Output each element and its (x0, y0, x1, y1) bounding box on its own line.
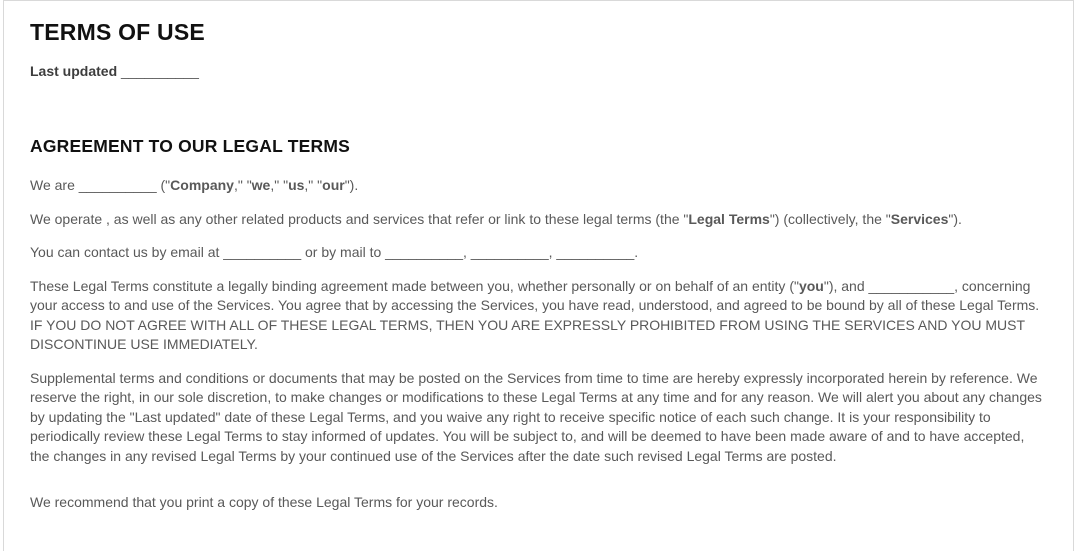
paragraph-contact (30, 243, 1046, 263)
section-heading-agreement: AGREEMENT TO OUR LEGAL TERMS (30, 136, 350, 156)
text-run: Supplemental terms and conditions or documents that may be posted on the Services from time to time are hereby expressly incorporated herein by reference. We reserve the right, in our sole discretion, to make changes or modifications to these Legal Terms at any time and for any reason. We will alert you about any changes by updating the "Last updated" date of these Legal Terms, and you waive any right to receive specific notice of each such change. It is your responsibility to periodically review these Legal Terms to stay informed of updates. You will be subject to, and will be deemed to have been made aware of and to have accepted, the changes in any revised Legal Terms by your continued use of the Services after the date such revised Legal Terms are posted. (30, 369, 1042, 464)
last-updated-line (30, 62, 1047, 80)
bold-term: Legal Terms (688, 210, 770, 227)
text-run: "). (948, 210, 962, 227)
paragraph-we-operate (30, 210, 1046, 230)
bold-term: Company (170, 177, 234, 193)
last-updated-blank: __________ (121, 63, 199, 79)
text-run: "). (344, 177, 359, 193)
paragraph-recommend (30, 493, 1046, 513)
paragraph-we-are (30, 176, 1046, 196)
text-run: ," " (304, 177, 323, 193)
document-sheet (3, 0, 1074, 551)
text-run: ") (collectively, the " (769, 210, 891, 227)
bold-term: us (288, 177, 305, 193)
paragraph-binding-agreement (30, 277, 1046, 355)
last-updated-label: Last updated (30, 63, 118, 79)
bold-term: Services (890, 210, 949, 227)
paragraph-supplemental (30, 369, 1046, 467)
text-run: We recommend that you print a copy of these Legal Terms for your records. (30, 494, 498, 510)
text-run: These Legal Terms constitute a legally binding agreement made between you, whether personally or on behalf of an entity (" (30, 277, 799, 294)
page-title: TERMS OF USE (30, 19, 205, 45)
text-run: ," " (233, 177, 252, 193)
bold-term: you (798, 277, 824, 294)
text-run: We operate , as well as any other related products and services that refer or link to these legal terms (the " (30, 210, 689, 227)
bold-term: our (322, 177, 345, 193)
text-run: "), and ___________, concerning your access to and use of the Services. You agree that by accessing the Services, you have read, understood, and agreed to be bound by all of these Legal Terms. IF YOU DO NOT AGREE WITH ALL OF THESE LEGAL TERMS, THEN YOU ARE EXPRESSLY PROHIBITED FROM USING THE SERVICES AND YOU MUST DISCONTINUE USE IMMEDIATELY. (30, 277, 1040, 352)
bold-term: we (251, 177, 271, 193)
text-run: We are __________ (" (30, 177, 171, 193)
text-run: ," " (270, 177, 289, 193)
clipped-text-fragment (92, 547, 320, 551)
text-run: You can contact us by email at __________ or by mail to __________, __________, __________. (30, 244, 639, 260)
